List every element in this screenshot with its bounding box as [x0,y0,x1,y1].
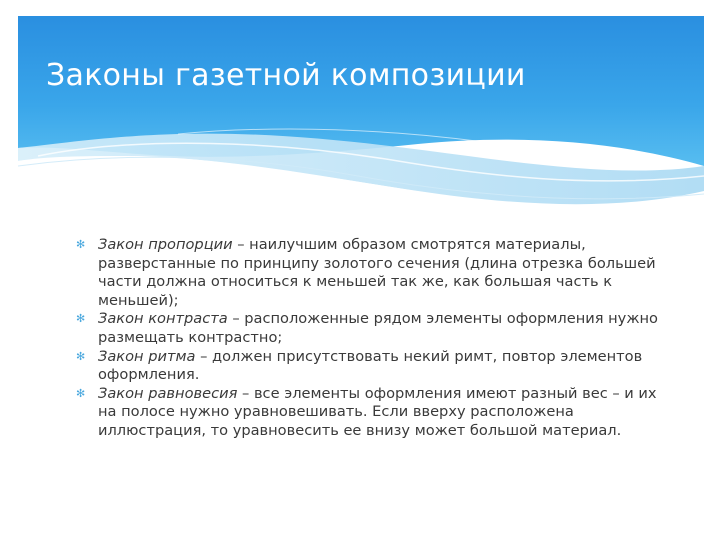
law-description: – должен присутствовать некий римт, повтор элементов оформления. [98,347,643,384]
list-item [76,385,666,441]
list-item [76,236,666,310]
asterisk-flower-icon: ✻ [76,386,86,400]
law-term: Закон ритма [98,347,196,365]
law-term: Закон пропорции [98,236,233,253]
header-wave-band [18,16,704,221]
slide-title: Законы газетной композиции [46,58,526,93]
list-item [76,310,666,347]
slide [18,16,704,524]
law-term: Закон контраста [98,310,228,328]
law-description: – расположенные рядом элементы оформления нужно размещать контрастно; [98,310,658,346]
law-description: – все элементы оформления имеют разный вес – и их на полосе нужно уравновешивать. Если вверху расположена иллюстрация, то уравновесить ее внизу может большой материал. [98,384,657,439]
bullet-list [76,236,666,441]
asterisk-flower-icon: ✻ [76,312,86,326]
asterisk-flower-icon: ✻ [76,238,86,251]
list-item [76,348,666,385]
law-term: Закон равновесия [98,384,238,402]
law-description: – наилучшим образом смотрятся материалы, разверстанные по принципу золотого сечения (длина отрезка большей части должна относиться к меньшей так же, как большая часть к меньшей); [98,236,656,309]
wave-decoration [18,16,704,221]
asterisk-flower-icon: ✻ [76,349,86,363]
